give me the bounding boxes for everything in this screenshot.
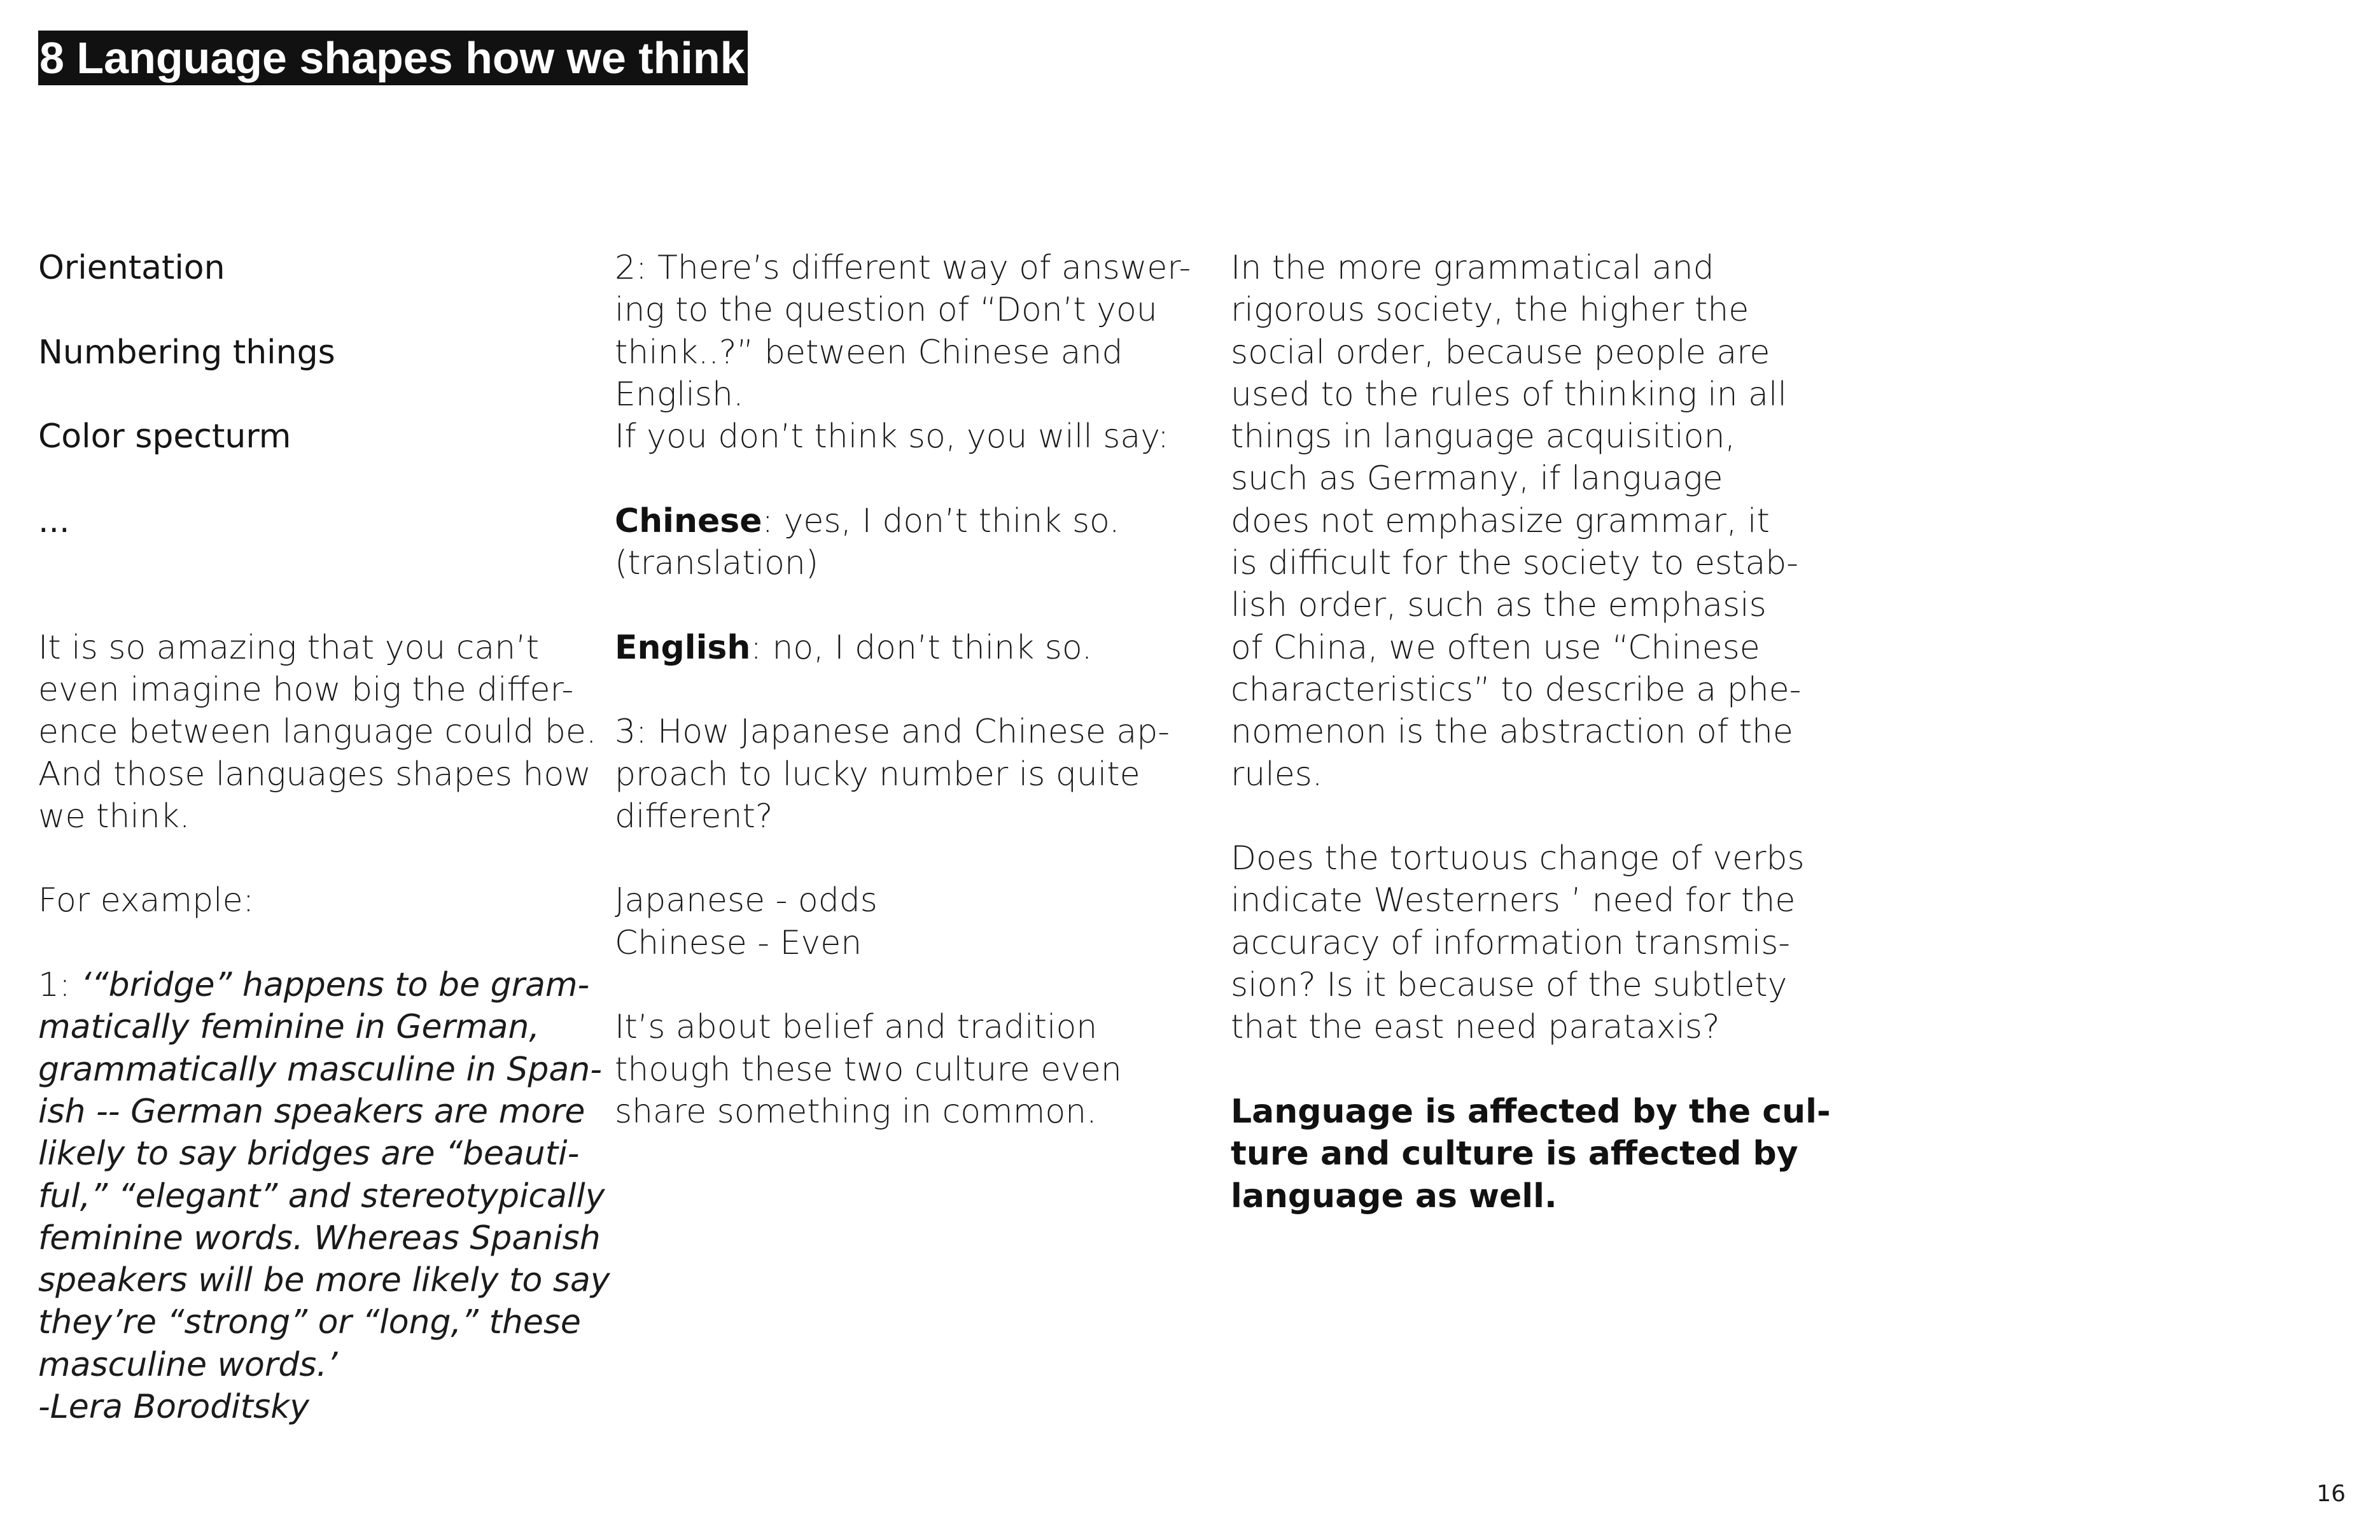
lucky-number-list	[615, 879, 1187, 964]
example-label: For example:	[38, 881, 255, 920]
conclusion-line: Language is affected by the cul-	[1231, 1092, 1831, 1131]
quote-line: grammatically masculine in Span-	[38, 1050, 602, 1089]
point-3-paragraph	[615, 711, 1187, 837]
society-line: lish order, such as the emphasis	[1231, 586, 1767, 625]
point-3-line: proach to lucky number is quite	[615, 755, 1140, 794]
topic-numbering: Numbering things	[38, 333, 335, 372]
society-line: is difficult for the society to estab-	[1231, 544, 1799, 583]
intro-paragraph	[38, 627, 597, 837]
page-number: 16	[2316, 1481, 2346, 1507]
society-paragraph	[1231, 247, 1802, 795]
conclusion-line: ture and culture is affected by	[1231, 1135, 1798, 1173]
closing-paragraph	[615, 1006, 1187, 1133]
society-line: used to the rules of thinking in all	[1231, 375, 1787, 414]
quote-attribution: -Lera Boroditsky	[38, 1388, 310, 1427]
verbs-line: sion? Is it because of the subtlety	[1231, 966, 1788, 1005]
point-2-line: 2: There’s different way of answer-	[615, 249, 1191, 287]
quote-line: ful,” “elegant” and stereotypically	[38, 1177, 605, 1215]
quote-line: ‘“bridge” happens to be gram-	[81, 966, 590, 1005]
intro-line: And those languages shapes how	[38, 755, 591, 794]
verbs-line: indicate Westerners ’ need for the	[1231, 881, 1796, 920]
intro-line: even imagine how big the differ-	[38, 670, 574, 709]
quote-line: ish -- German speakers are more	[38, 1092, 585, 1131]
english-label: English	[615, 628, 751, 667]
society-line: social order, because people are	[1231, 333, 1770, 372]
verbs-line: that the east need parataxis?	[1231, 1008, 1720, 1047]
quote-prefix: 1:	[38, 966, 81, 1005]
society-line: things in language acquisition,	[1231, 417, 1736, 456]
topic-ellipsis: ...	[38, 501, 70, 540]
chinese-label: Chinese	[615, 501, 762, 540]
quote-line: likely to say bridges are “beauti-	[38, 1135, 580, 1173]
topic-color: Color specturm	[38, 417, 291, 456]
point-3-line: different?	[615, 797, 773, 836]
society-line: nomenon is the abstraction of the	[1231, 713, 1793, 752]
point-2-paragraph	[615, 247, 1191, 458]
verbs-line: Does the tortuous change of verbs	[1231, 839, 1805, 878]
chinese-answer-text: : yes, I don’t think so.	[762, 501, 1120, 540]
society-line: In the more grammatical and	[1231, 249, 1714, 287]
verbs-paragraph	[1231, 837, 1805, 1048]
column-right	[1231, 247, 1831, 1217]
point-2-line: English.	[615, 375, 744, 414]
society-line: rigorous society, the higher the	[1231, 291, 1749, 330]
closing-line: though these two culture even	[615, 1050, 1122, 1089]
society-line: of China, we often use “Chinese	[1231, 628, 1760, 667]
point-3-line: 3: How Japanese and Chinese ap-	[615, 713, 1170, 752]
conclusion-line: language as well.	[1231, 1177, 1557, 1215]
japanese-lucky-number: Japanese - odds	[615, 881, 878, 920]
point-2-line: ing to the question of “Don’t you	[615, 291, 1158, 330]
verbs-line: accuracy of information transmis-	[1231, 923, 1791, 962]
conclusion-paragraph	[1231, 1091, 1831, 1217]
closing-line: share something in common.	[615, 1092, 1097, 1131]
intro-line: we think.	[38, 797, 190, 836]
society-line: such as Germany, if language	[1231, 459, 1723, 498]
quote-block	[38, 964, 610, 1428]
chinese-answer	[615, 500, 1187, 585]
quote-line: they’re “strong” or “long,” these	[38, 1303, 581, 1342]
chinese-answer-note: (translation)	[615, 544, 819, 583]
society-line: rules.	[1231, 755, 1323, 794]
topic-orientation: Orientation	[38, 249, 225, 287]
english-answer-text: : no, I don’t think so.	[750, 628, 1093, 667]
closing-line: It’s about belief and tradition	[615, 1008, 1098, 1047]
intro-line: It is so amazing that you can’t	[38, 628, 540, 667]
point-2-line: think..?” between Chinese and	[615, 333, 1123, 372]
point-2-line: If you don’t think so, you will say:	[615, 417, 1169, 456]
column-middle	[615, 247, 1191, 1133]
english-answer	[615, 627, 1187, 669]
quote-line: speakers will be more likely to say	[38, 1261, 610, 1300]
quote-line: masculine words.’	[38, 1345, 338, 1384]
quote-line: feminine words. Whereas Spanish	[38, 1219, 601, 1257]
quote-line: matically feminine in German,	[38, 1008, 540, 1047]
society-line: does not emphasize grammar, it	[1231, 501, 1770, 540]
page-title: 8 Language shapes how we think	[38, 31, 748, 85]
column-left	[38, 247, 610, 1428]
intro-line: ence between language could be.	[38, 713, 597, 752]
chinese-lucky-number: Chinese - Even	[615, 923, 862, 962]
society-line: characteristics” to describe a phe-	[1231, 670, 1802, 709]
